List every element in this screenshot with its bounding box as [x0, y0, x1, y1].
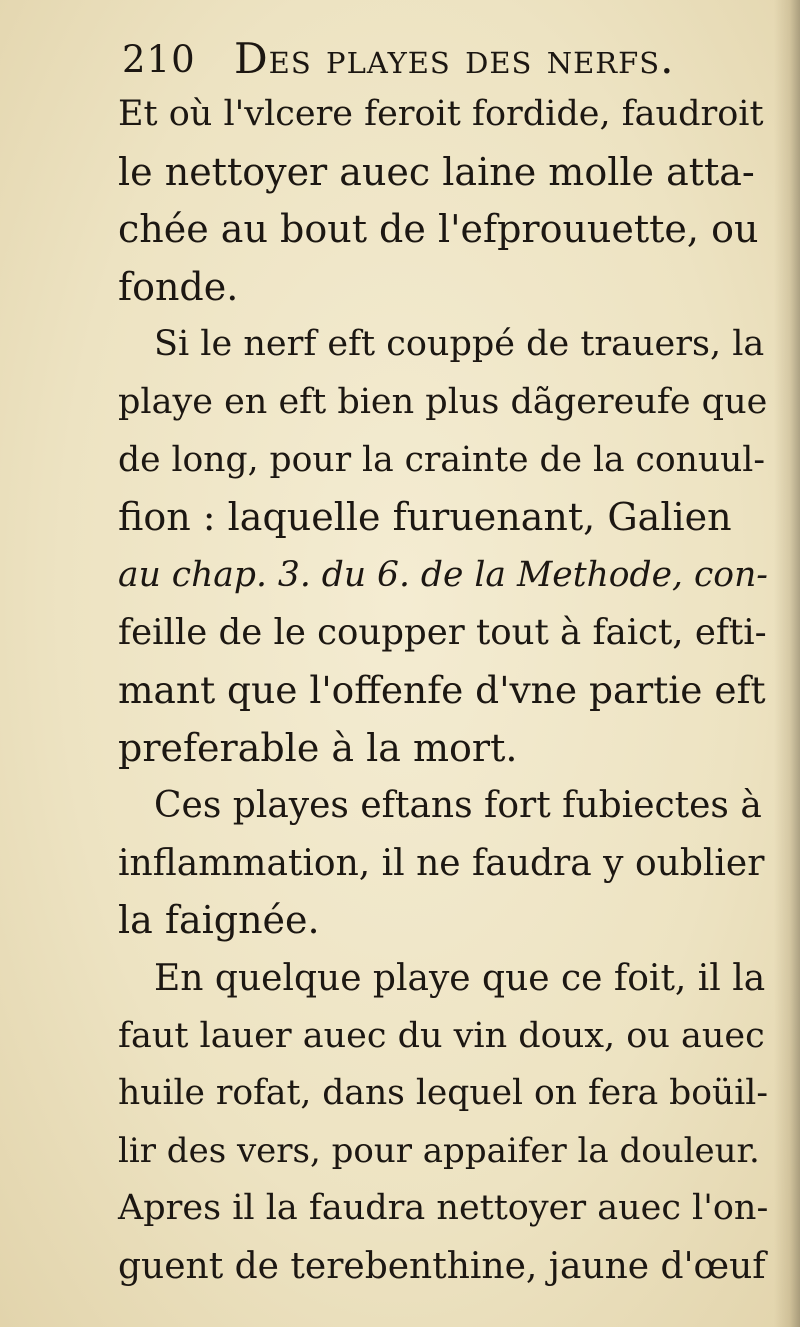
page-number: 210: [122, 38, 196, 81]
text-line: mant que l'offenfe d'vne partie eft: [118, 667, 766, 712]
text-line: feille de le coupper tout à faict, efti-: [118, 612, 767, 654]
text-line: lir des vers, pour appaifer la douleur.: [118, 1130, 760, 1171]
text-line: la faignée.: [118, 898, 320, 943]
citation-line: au chap. 3. du 6. de la Methode, con-: [118, 554, 768, 595]
paragraph-start-line: Ces playes eftans fort fubiectes à: [154, 785, 762, 827]
text-line: Et où l'vlcere feroit fordide, faudroit: [118, 94, 764, 134]
page-header: [122, 34, 762, 88]
paragraph-start-line: Si le nerf eft couppé de trauers, la: [154, 324, 765, 365]
text-line: chée au bout de l'efprouuette, ou: [118, 207, 759, 252]
text-line: fion : laquelle furuenant, Galien: [118, 495, 732, 540]
text-line: faut lauer auec du vin doux, ou auec: [118, 1015, 765, 1056]
text-line: inflammation, il ne faudra y oublier: [118, 842, 765, 884]
text-line: guent de terebenthine, jaune d'œuf: [118, 1245, 766, 1287]
running-title: Des playes des nerfs.: [234, 34, 675, 83]
text-line: preferable à la mort.: [118, 725, 518, 770]
text-line: le nettoyer auec laine molle atta-: [118, 149, 755, 194]
text-line: playe en eft bien plus dãgereufe que: [118, 381, 768, 422]
body-text: [118, 86, 768, 1295]
text-line: huile rofat, dans lequel on fera boüil-: [118, 1073, 768, 1114]
page-edge-shadow: [774, 0, 800, 1327]
text-line: fonde.: [118, 264, 239, 309]
paragraph-start-line: En quelque playe que ce foit, il la: [154, 957, 766, 999]
text-line: de long, pour la crainte de la conuul-: [118, 439, 765, 480]
text-line: Apres il la faudra nettoyer auec l'on-: [118, 1188, 769, 1229]
